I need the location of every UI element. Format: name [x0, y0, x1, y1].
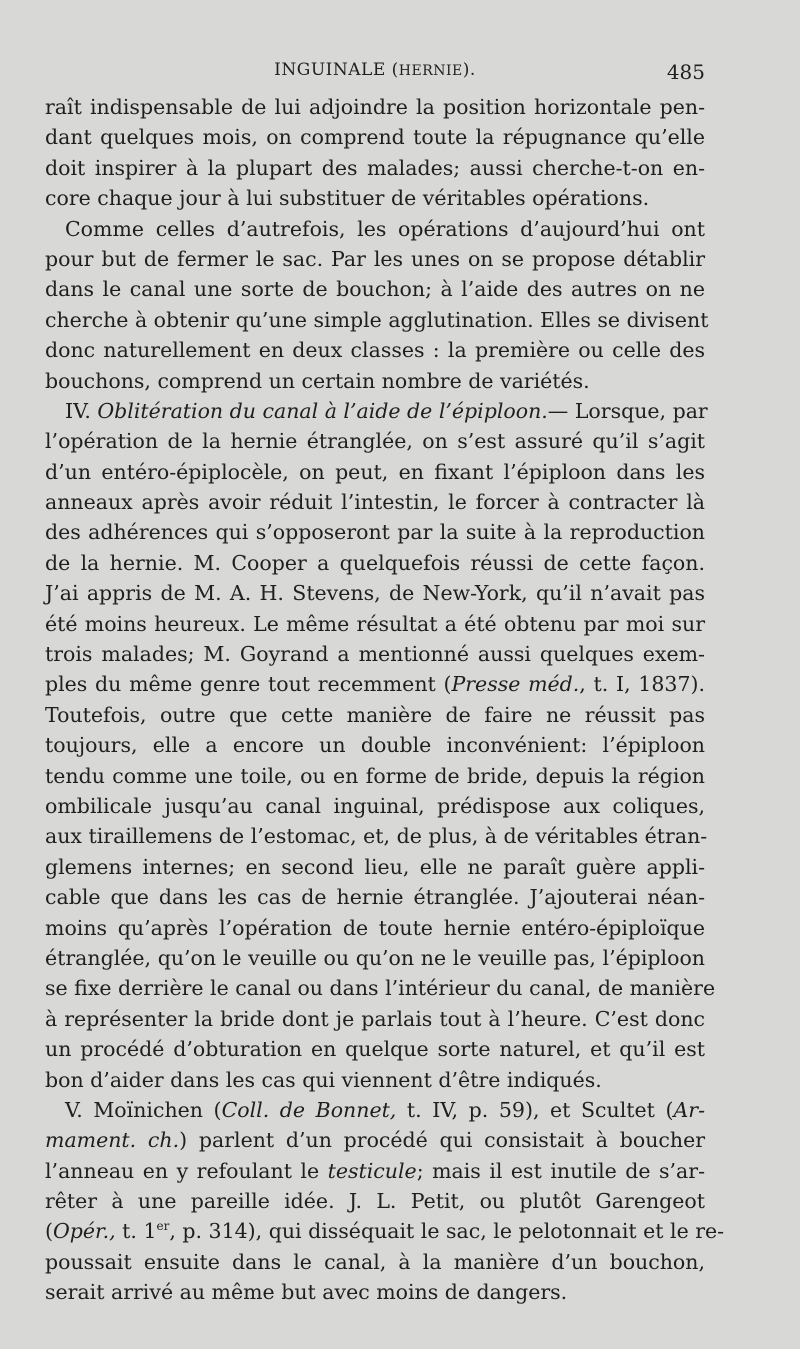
text-line [45, 487, 705, 517]
text-segment: dant quelques mois, on comprend toute la répugnance qu’elle [45, 125, 705, 150]
text-segment: cable que dans les cas de hernie étranglée. J’ajouterai néan- [45, 885, 705, 910]
text-segment: ombilicale jusqu’au canal inguinal, prédispose aux coliques, [45, 793, 705, 818]
text-segment: cherche à obtenir qu’une simple agglutination. Elles se divisent [45, 307, 709, 332]
text-line [45, 517, 705, 547]
text-line [45, 1095, 705, 1125]
text-line [45, 791, 705, 821]
text-segment: Toutefois, outre que cette manière de faire ne réussit pas [45, 702, 705, 727]
text-segment: V. Moïnichen ( [65, 1097, 222, 1122]
text-segment: l’anneau en y refoulant le [45, 1158, 328, 1183]
text-segment: anneaux après avoir réduit l’intestin, le forcer à contracter là [45, 490, 705, 515]
page-header [45, 60, 705, 90]
text-segment: mament. ch. [45, 1128, 180, 1153]
text-line [45, 943, 705, 973]
text-segment: glemens internes; en second lieu, elle ne paraît guère appli- [45, 854, 705, 879]
text-line [45, 1125, 705, 1155]
text-segment: été moins heureux. Le même résultat a été obtenu par moi sur [45, 611, 705, 636]
text-line [45, 761, 705, 791]
text-line [45, 1156, 705, 1186]
text-segment: poussait ensuite dans le canal, à la manière d’un bouchon, [45, 1249, 705, 1274]
text-segment: t. 1 [115, 1219, 157, 1244]
text-line [45, 183, 705, 213]
text-segment: tendu comme une toile, ou en forme de bride, depuis la région [45, 763, 705, 788]
text-line [45, 366, 705, 396]
running-head-closing: ). [462, 60, 476, 80]
running-head [45, 60, 705, 80]
text-line [45, 153, 705, 183]
text-segment: bouchons, comprend un certain nombre de variétés. [45, 368, 590, 393]
running-head-small-caps: HERNIE [398, 63, 463, 79]
text-line [45, 609, 705, 639]
text-segment: ples du même genre tout recemment ( [45, 672, 452, 697]
text-line [45, 548, 705, 578]
text-segment: des adhérences qui s’opposeront par la suite à la reproduction [45, 520, 705, 545]
text-line [45, 1004, 705, 1034]
text-line [45, 882, 705, 912]
text-segment: testicule [327, 1158, 417, 1183]
text-line [45, 1186, 705, 1216]
text-line [45, 578, 705, 608]
text-line [45, 639, 705, 669]
text-line [45, 1034, 705, 1064]
text-line [45, 335, 705, 365]
text-segment: de la hernie. M. Cooper a quelquefois réussi de cette façon. [45, 550, 705, 575]
text-segment: Comme celles d’autrefois, les opérations d’aujourd’hui ont [65, 216, 705, 241]
text-segment: étranglée, qu’on le veuille ou qu’on ne le veuille pas, l’épiploon [45, 945, 705, 970]
text-segment: doit inspirer à la plupart des malades; aussi cherche-t-on en- [45, 155, 705, 180]
text-segment: bon d’aider dans les cas qui viennent d’être indiqués. [45, 1067, 602, 1092]
text-segment: ( [45, 1219, 53, 1244]
text-line [45, 305, 709, 335]
text-line [45, 426, 705, 456]
running-head-text: INGUINALE ( [274, 60, 399, 80]
text-line [45, 457, 705, 487]
text-line [45, 1277, 705, 1307]
text-line [45, 122, 705, 152]
text-segment: moins qu’après l’opération de toute hernie entéro-épiploïque [45, 915, 705, 940]
text-segment: serait arrivé au même but avec moins de dangers. [45, 1280, 568, 1305]
text-segment: , t. I, 1837). [579, 672, 705, 697]
text-segment: IV. [65, 398, 98, 423]
text-segment: ) parlent d’un procédé qui consistait à boucher [179, 1128, 706, 1153]
text-segment: à représenter la bride dont je parlais tout à l’heure. C’est donc [45, 1006, 705, 1031]
text-line [45, 700, 705, 730]
text-segment: core chaque jour à lui substituer de véritables opérations. [45, 186, 650, 211]
text-line [45, 244, 705, 274]
text-segment: toujours, elle a encore un double inconvénient: l’épiploon [45, 733, 705, 758]
text-segment: donc naturellement en deux classes : la première ou celle des [45, 338, 705, 363]
text-line [45, 396, 708, 426]
text-segment: ; mais il est inutile de s’ar- [416, 1158, 705, 1183]
text-segment: Oblitération du canal à l’aide de l’épiploon. [97, 398, 548, 423]
text-line [45, 1065, 705, 1095]
text-segment: trois malades; M. Goyrand a mentionné aussi quelques exem- [45, 642, 705, 667]
text-segment: l’opération de la hernie étranglée, on s’est assuré qu’il s’agit [45, 429, 705, 454]
text-line [45, 274, 705, 304]
text-line [45, 1216, 725, 1246]
text-line [45, 852, 705, 882]
text-segment: pour but de fermer le sac. Par les unes on se propose détablir [45, 246, 705, 271]
text-line [45, 821, 708, 851]
text-line [45, 669, 705, 699]
text-segment: er [156, 1219, 170, 1234]
text-segment: aux tiraillemens de l’estomac, et, de plus, à de véritables étran- [45, 824, 708, 849]
text-segment: rêter à une pareille idée. J. L. Petit, ou plutôt Garengeot [45, 1189, 705, 1214]
text-segment: Opér., [53, 1219, 116, 1244]
text-segment: Presse méd. [451, 672, 580, 697]
text-segment: Ar- [673, 1097, 705, 1122]
page-number: 485 [666, 60, 705, 84]
text-line [45, 92, 705, 122]
text-line [45, 913, 705, 943]
text-line [45, 1247, 705, 1277]
text-segment: Coll. de Bonnet, [221, 1097, 397, 1122]
text-line [45, 730, 705, 760]
text-segment: t. IV, p. 59), et Scultet ( [396, 1097, 674, 1122]
text-segment: J’ai appris de M. A. H. Stevens, de New-York, qu’il n’avait pas [45, 581, 705, 606]
text-line [45, 214, 705, 244]
text-segment: un procédé d’obturation en quelque sorte naturel, et qu’il est [45, 1037, 705, 1062]
text-segment: , p. 314), qui disséquait le sac, le pelotonnait et le re- [169, 1219, 725, 1244]
body-text [45, 92, 725, 1308]
text-segment: raît indispensable de lui adjoindre la position horizontale pen- [45, 95, 705, 119]
text-segment: d’un entéro-épiplocèle, on peut, en fixant l’épiploon dans les [45, 459, 705, 484]
text-segment: dans le canal une sorte de bouchon; à l’aide des autres on ne [45, 277, 705, 302]
text-line [45, 973, 716, 1003]
text-segment: — Lorsque, par [547, 398, 708, 423]
text-segment: se fixe derrière le canal ou dans l’intérieur du canal, de manière [45, 976, 716, 1001]
